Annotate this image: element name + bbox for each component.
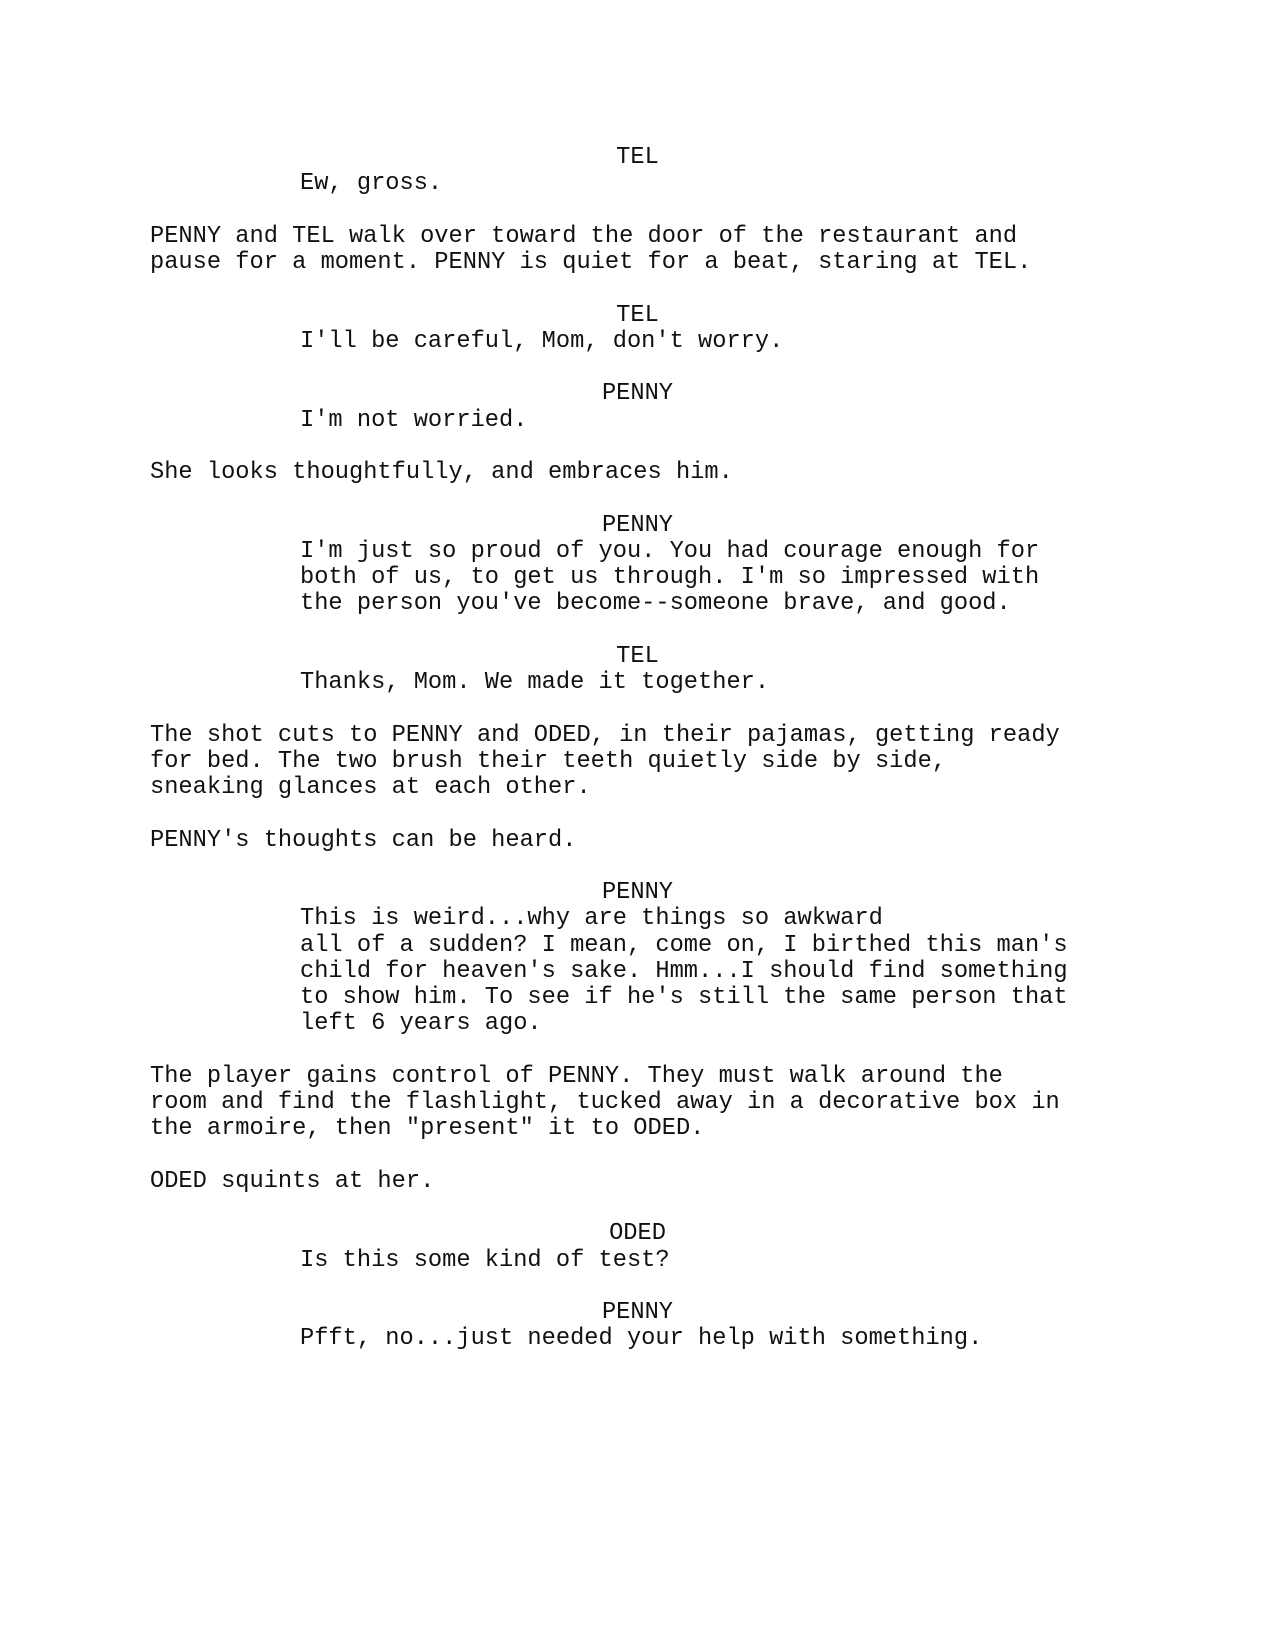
dialogue-block-line: all of a sudden? I mean, come on, I birthed this man's bbox=[300, 931, 1068, 959]
action-block-line: PENNY's thoughts can be heard. bbox=[150, 826, 577, 854]
character-cue: PENNY bbox=[601, 1299, 674, 1326]
dialogue-block-line: Pfft, no...just needed your help with something. bbox=[300, 1325, 983, 1353]
dialogue-block-line: Is this some kind of test? bbox=[300, 1246, 670, 1274]
dialogue-block-line: to show him. To see if he's still the same person that bbox=[300, 984, 1068, 1011]
dialogue-block-line: left 6 years ago. bbox=[300, 1010, 542, 1038]
dialogue-block-line: I'll be careful, Mom, don't worry. bbox=[300, 327, 784, 355]
dialogue-block-line: I'm not worried. bbox=[300, 406, 528, 434]
action-block-line: for bed. The two brush their teeth quietly side by side, bbox=[150, 747, 947, 775]
action-block-line: room and find the flashlight, tucked away in a decorative box in bbox=[150, 1089, 1060, 1116]
dialogue-block-line: Ew, gross. bbox=[300, 170, 443, 198]
dialogue-block-line: the person you've become--someone brave, and good. bbox=[300, 590, 1011, 618]
character-cue: TEL bbox=[616, 301, 659, 329]
action-block-line: The shot cuts to PENNY and ODED, in their pajamas, getting ready bbox=[150, 721, 1060, 749]
character-cue: TEL bbox=[616, 642, 659, 670]
dialogue-block-line: I'm just so proud of you. You had courage enough for bbox=[300, 537, 1040, 565]
dialogue-block-line: Thanks, Mom. We made it together. bbox=[300, 669, 770, 696]
action-block-line: The player gains control of PENNY. They must walk around the bbox=[150, 1062, 1003, 1090]
dialogue-block-line: child for heaven's sake. Hmm...I should find something bbox=[300, 957, 1068, 985]
character-cue: PENNY bbox=[601, 511, 674, 539]
action-block-line: the armoire, then "present" it to ODED. bbox=[150, 1115, 705, 1143]
character-cue: PENNY bbox=[601, 879, 674, 906]
action-block-line: pause for a moment. PENNY is quiet for a beat, staring at TEL. bbox=[150, 249, 1032, 276]
character-cue: TEL bbox=[616, 144, 659, 171]
action-block-line: She looks thoughtfully, and embraces him. bbox=[150, 459, 733, 486]
action-block-line: ODED squints at her. bbox=[150, 1167, 435, 1195]
dialogue-block-line: both of us, to get us through. I'm so impressed with bbox=[300, 564, 1040, 591]
character-cue: PENNY bbox=[601, 380, 674, 408]
action-block-line: sneaking glances at each other. bbox=[150, 774, 591, 801]
action-block-line: PENNY and TEL walk over toward the door of the restaurant and bbox=[150, 222, 1018, 250]
character-cue: ODED bbox=[609, 1220, 666, 1248]
dialogue-block-line: This is weird...why are things so awkward bbox=[300, 905, 883, 933]
